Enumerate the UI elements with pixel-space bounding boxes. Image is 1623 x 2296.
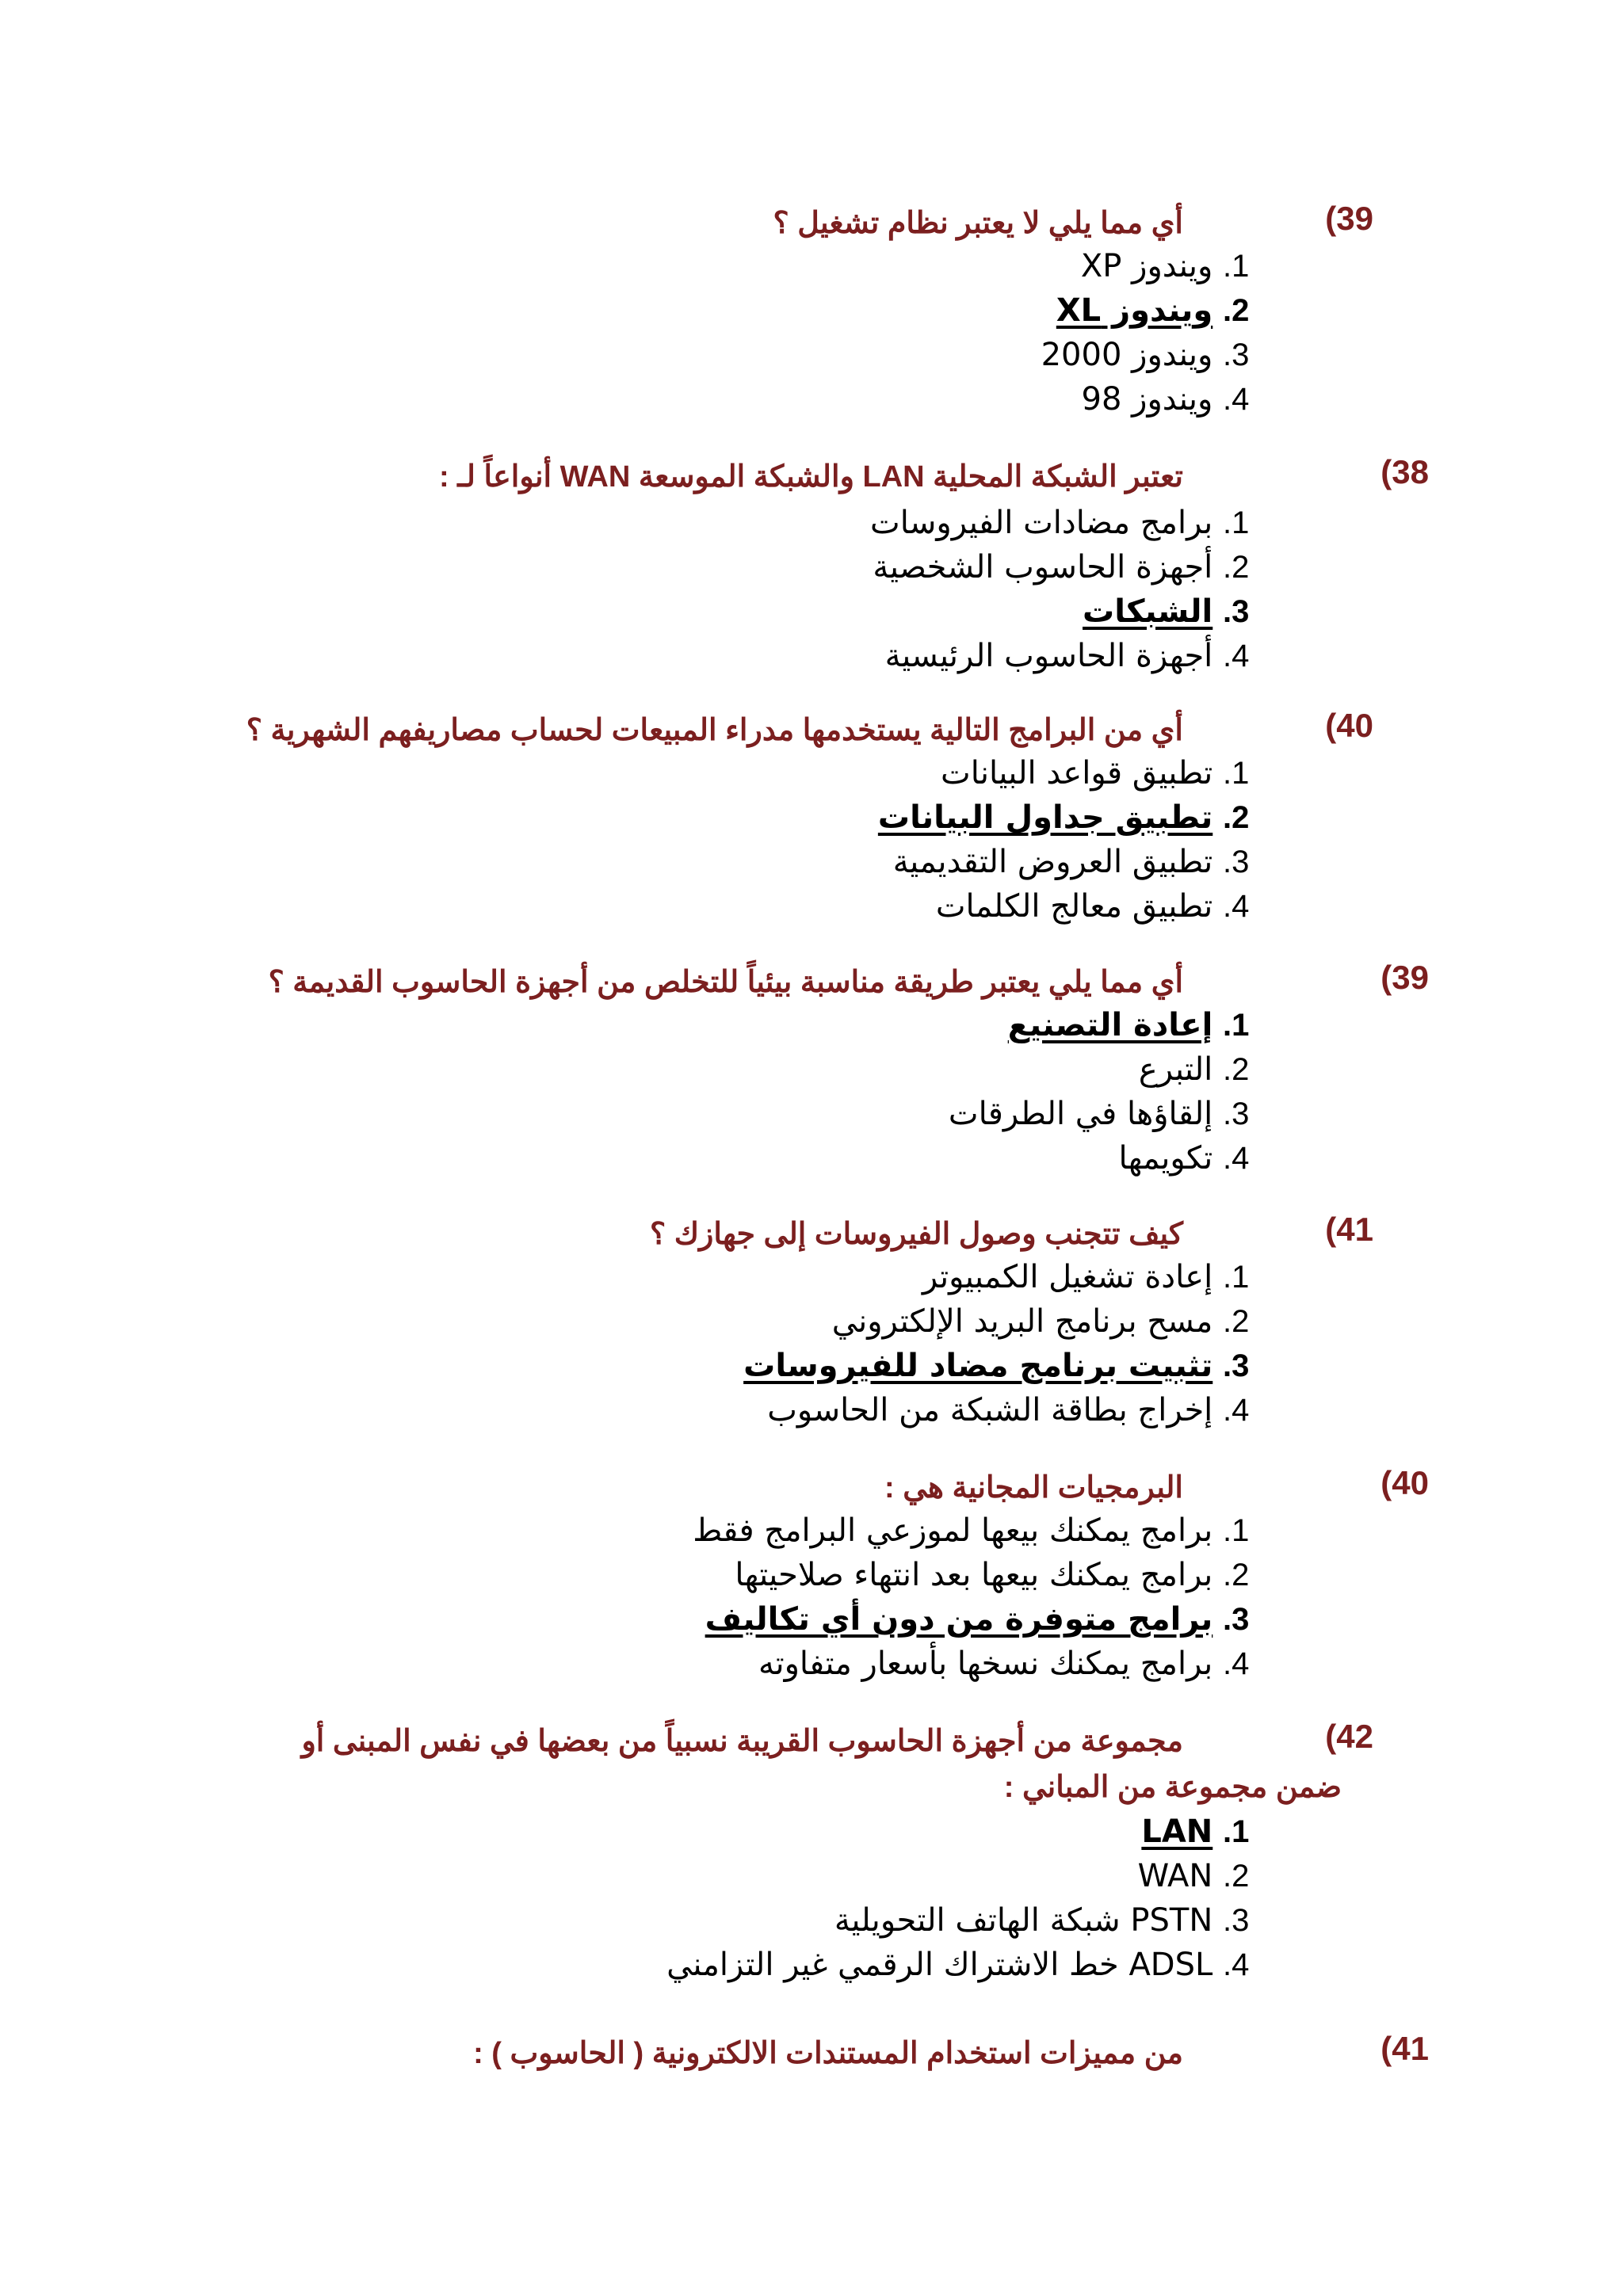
option (878, 840, 1278, 884)
option-number: 1. (1223, 1814, 1250, 1849)
option (878, 751, 1278, 795)
option-number: 2. (1223, 1859, 1250, 1894)
option-text: برامج متوفرة من دون أي تكاليف (705, 1601, 1213, 1638)
option (743, 1299, 1278, 1344)
option-number: 4. (1223, 1393, 1250, 1428)
option-text: إعادة التصنيع (1007, 1007, 1213, 1043)
question-text: أي من البرامج التالية يستخدمها مدراء المبيعات لحساب مصاريفهم الشهرية ؟ (246, 714, 1183, 747)
option-text: الشبكات (1083, 593, 1213, 630)
option-text: LAN (1141, 1814, 1213, 1850)
option-number: 4. (1223, 889, 1250, 924)
option-text: برامج يمكنك نسخها بأسعار متفاوته (758, 1646, 1213, 1682)
option (693, 1508, 1278, 1553)
option-text: إلقاؤها في الطرقات (948, 1096, 1213, 1132)
option (870, 545, 1278, 589)
option-text: PSTN شبكة الهاتف التحويلية (834, 1902, 1213, 1939)
option-text: برامج مضادات الفيروسات (870, 505, 1213, 541)
option-number: 3. (1223, 338, 1250, 372)
option-number: 4. (1223, 382, 1250, 417)
option-text: برامج يمكنك بيعها لموزعي البرامج فقط (693, 1512, 1213, 1549)
option-number: 3. (1223, 594, 1250, 629)
option-number: 2. (1223, 800, 1250, 835)
option-text: إعادة تشغيل الكمبيوتر (922, 1259, 1213, 1295)
option-text: ويندوز XP (1080, 248, 1213, 284)
option-number: 4. (1223, 1646, 1250, 1681)
option-number: 2. (1223, 550, 1250, 585)
option-number: 1. (1223, 1260, 1250, 1295)
question-number: (38 (1381, 453, 1429, 490)
option-text: أجهزة الحاسوب الرئيسية (884, 638, 1213, 674)
option-number: 2. (1223, 1052, 1250, 1087)
option-text: WAN (1137, 1858, 1213, 1894)
option (870, 634, 1278, 678)
option (743, 1255, 1278, 1299)
option-number: 4. (1223, 1141, 1250, 1176)
option-number: 2. (1223, 1304, 1250, 1339)
option-text: ويندوز 2000 (1041, 337, 1213, 373)
option-number: 2. (1223, 293, 1250, 328)
option-correct (743, 1344, 1278, 1388)
options-list (949, 1003, 1278, 1180)
option (1041, 377, 1278, 421)
question-text: تعتبر الشبكة المحلية LAN والشبكة الموسعة WAN أنواعاً لـ : (439, 460, 1183, 494)
question-number: (40 (1381, 1464, 1429, 1501)
option-correct (870, 589, 1278, 634)
option-correct (878, 795, 1278, 840)
option-text: مسح برنامج البريد الإلكتروني (831, 1303, 1213, 1340)
option-text: تكويمها (1118, 1140, 1213, 1177)
question-text: من مميزات استخدام المستندات الالكترونية ( الحاسوب ) : (473, 2037, 1183, 2070)
question-number: (42 (1325, 1718, 1373, 1755)
option (693, 1553, 1278, 1597)
options-list (878, 751, 1278, 929)
option-number: 1. (1223, 1008, 1250, 1043)
option (878, 884, 1278, 929)
options-list (693, 1508, 1278, 1686)
options-list (666, 1810, 1278, 1987)
option-correct (666, 1810, 1278, 1854)
option-number: 1. (1223, 1513, 1250, 1548)
option-number: 1. (1223, 249, 1250, 284)
option-text: تثبيت برنامج مضاد للفيروسات (743, 1348, 1213, 1384)
option-text: تطبيق معالج الكلمات (935, 888, 1213, 925)
option (666, 1943, 1278, 1987)
option-correct (1041, 288, 1278, 333)
option-text: برامج يمكنك بيعها بعد انتهاء صلاحيتها (735, 1557, 1213, 1593)
option-number: 3. (1223, 1348, 1250, 1383)
option-text: ADSL خط الاشتراك الرقمي غير التزامني (666, 1947, 1213, 1983)
question-text: مجموعة من أجهزة الحاسوب القريبة نسبياً من بعضها في نفس المبنى أو (301, 1725, 1183, 1758)
option-text: تطبيق قواعد البيانات (941, 755, 1213, 791)
option-text: إخراج بطاقة الشبكة من الحاسوب (767, 1392, 1213, 1428)
option-number: 3. (1223, 1097, 1250, 1131)
option (949, 1047, 1278, 1092)
option-text: تطبيق جداول البيانات (877, 799, 1213, 836)
option (870, 501, 1278, 545)
option (666, 1898, 1278, 1943)
option-text: أجهزة الحاسوب الشخصية (873, 549, 1213, 585)
option (1041, 244, 1278, 288)
question-number: (41 (1325, 1211, 1373, 1248)
option (949, 1136, 1278, 1180)
option (693, 1642, 1278, 1686)
question-number: (40 (1325, 707, 1373, 744)
option-number: 4. (1223, 639, 1250, 673)
option-number: 3. (1223, 1602, 1250, 1637)
option-number: 3. (1223, 845, 1250, 879)
option-text: ويندوز XL (1056, 292, 1213, 329)
question-text-continued: ضمن مجموعة من المباني : (1003, 1771, 1342, 1804)
option-text: ويندوز 98 (1081, 381, 1213, 418)
option-number: 3. (1223, 1903, 1250, 1938)
option-number: 4. (1223, 1947, 1250, 1982)
option (666, 1854, 1278, 1898)
option (1041, 333, 1278, 377)
options-list (1041, 244, 1278, 421)
option-correct (949, 1003, 1278, 1047)
option-text: التبرع (1138, 1051, 1213, 1088)
question-text: أي مما يلي لا يعتبر نظام تشغيل ؟ (773, 207, 1183, 240)
question-text: أي مما يلي يعتبر طريقة مناسبة بيئياً للتخلص من أجهزة الحاسوب القديمة ؟ (268, 966, 1183, 999)
option-number: 1. (1223, 756, 1250, 791)
option-number: 2. (1223, 1558, 1250, 1592)
question-number: (41 (1381, 2030, 1429, 2067)
option-correct (693, 1597, 1278, 1642)
option-text: تطبيق العروض التقديمية (892, 844, 1213, 880)
option-number: 1. (1223, 505, 1250, 540)
question-number: (39 (1325, 200, 1373, 237)
question-number: (39 (1381, 959, 1429, 996)
option (949, 1092, 1278, 1136)
options-list (743, 1255, 1278, 1432)
options-list (870, 501, 1278, 678)
question-text: كيف تتجنب وصول الفيروسات إلى جهازك ؟ (649, 1218, 1183, 1251)
question-text: البرمجيات المجانية هي : (884, 1471, 1183, 1505)
option (743, 1388, 1278, 1432)
